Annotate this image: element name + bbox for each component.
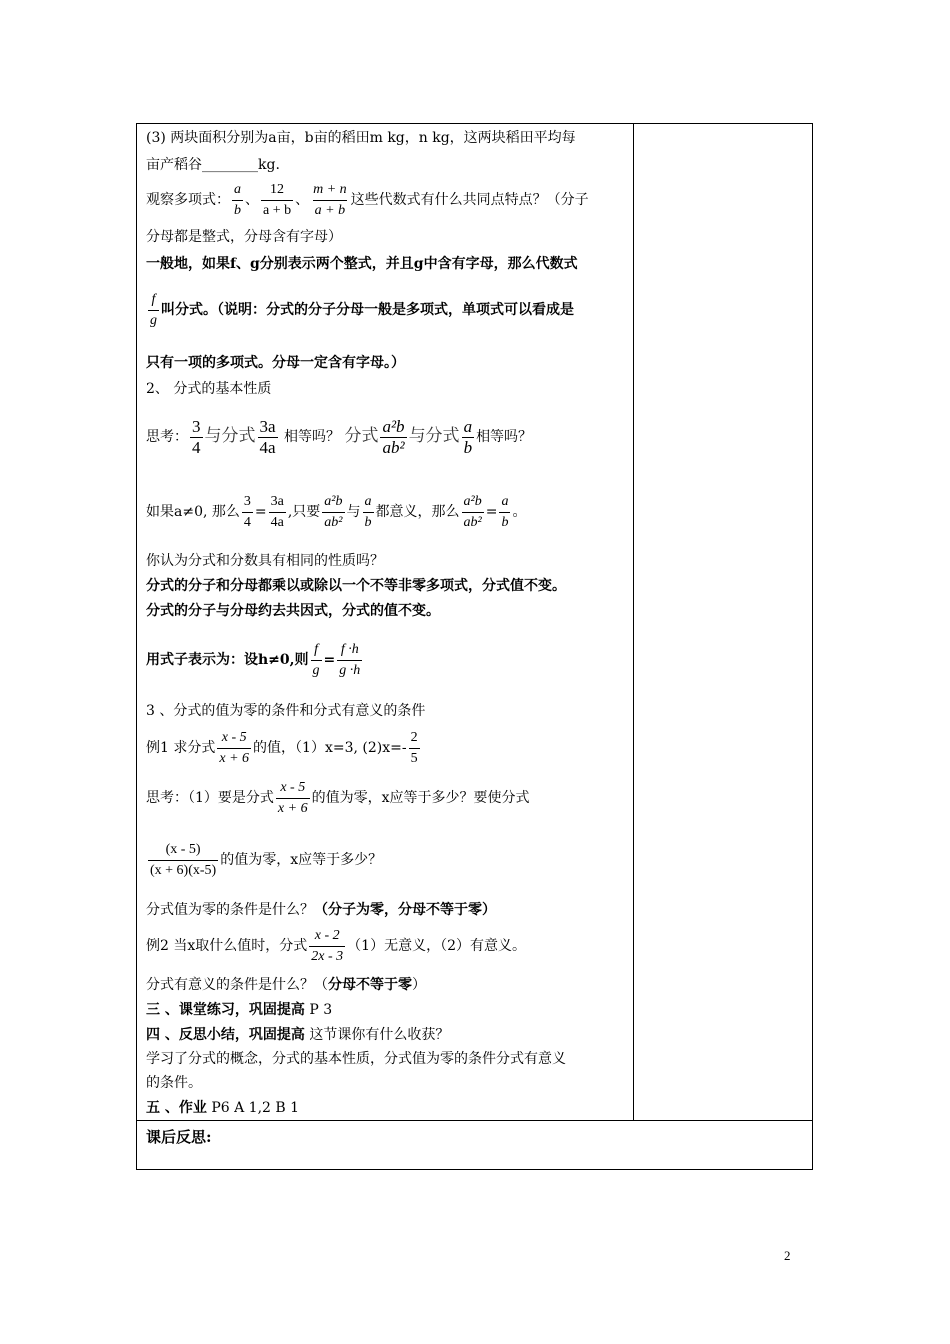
q3-line2: 亩产稻谷________kg. (146, 157, 280, 173)
definition-line3: 只有一项的多项式。分母一定含有字母。） (146, 355, 405, 371)
summary-line1: 学习了分式的概念，分式的基本性质，分式值为零的条件分式有意义 (146, 1051, 566, 1067)
section3-practice: 三 、课堂练习，巩固提高 P 3 (146, 1002, 333, 1018)
formula-line: 用式子表示为：设h≠0,则 $\frac{f}{g}$ = $\frac{f \cdot h}{g \cdot h}$ (146, 638, 364, 682)
q3-line1: (3) 两块面积分别为a亩，b亩的稻田m kg，n kg，这两块稻田平均每 (146, 130, 576, 146)
example1-line: 例1 求分式 $\frac{x - 5}{x + 6}$ 的值，（1）x=3, (2)x=- $\frac{2}{5}$ (146, 726, 422, 770)
observe-line: 观察多项式： $\frac{a}{b}$ 、 $\frac{12}{a + b}$ 、 $\frac{m + n}{a + b}$ 这些代数式有什么共同点特点？（分子 (146, 178, 589, 222)
definition-line1: 一般地，如果f、g分别表示两个整式，并且g中含有字母，那么代数式 (146, 256, 578, 272)
row-divider (137, 1120, 812, 1121)
observe-line2: 分母都是整式，分母含有字母） (146, 229, 342, 245)
property1: 分式的分子和分母都乘以或除以一个不等非零多项式，分式值不变。 (146, 578, 566, 594)
zero-condition: 分式值为零的条件是什么？（分子为零，分母不等于零） (146, 902, 496, 918)
think2-line2: $\frac{(x - 5)}{(x + 6)(x-5)}$ 的值为零，x应等于多少？ (146, 838, 382, 882)
column-divider (633, 124, 634, 1120)
example2-line: 例2 当x取什么值时，分式 $\frac{x - 2}{2x - 3}$ （1）无意义，（2）有意义。 (146, 924, 526, 968)
reflection-label: 课后反思: (146, 1128, 212, 1146)
definition-line2: $\frac{f}{g}$ 叫分式。（说明：分式的分子分母一般是多项式，单项式可以看成是 (146, 288, 574, 332)
page-number: 2 (784, 1248, 791, 1263)
think1-line: 思考： $\frac{3}{4}$ 与分式 $\frac{3a}{4a}$ 相等吗？ 分式 $\frac{\text{a²b}}{\text{ab²}}$ 与分式 $\frac{a}{b}$ 相等吗？ (146, 416, 533, 457)
lesson-table (136, 123, 813, 1170)
section3-heading: 3 、分式的值为零的条件和分式有意义的条件 (146, 703, 426, 719)
section4-summary: 四 、反思小结，巩固提高 这节课你有什么收获？ (146, 1027, 450, 1043)
think2-line: 思考：（1）要是分式 $\frac{x - 5}{x + 6}$ 的值为零，x应等于多少？要使分式 (146, 776, 530, 820)
question-line: 你认为分式和分数具有相同的性质吗？ (146, 553, 384, 569)
section5-homework: 五 、作业 P6 A 1,2 B 1 (146, 1100, 300, 1116)
meaning-condition: 分式有意义的条件是什么？（分母不等于零） (146, 977, 426, 993)
if-line: 如果a≠0, 那么 $\frac{3}{4}$ = $\frac{3a}{4a}$ ,只要 $\frac{\text{a²b}}{\text{ab²}}$ 与 $\frac{a}{b}$ 都意义，那么 $\frac{\text{a²b}}{\text{ab²}}$ = $\frac{a}{b}$ 。 (146, 488, 526, 536)
property2: 分式的分子与分母约去共因式，分式的值不变。 (146, 603, 440, 619)
section2-heading: 2、 分式的基本性质 (146, 381, 272, 397)
summary-line2: 的条件。 (146, 1075, 202, 1091)
